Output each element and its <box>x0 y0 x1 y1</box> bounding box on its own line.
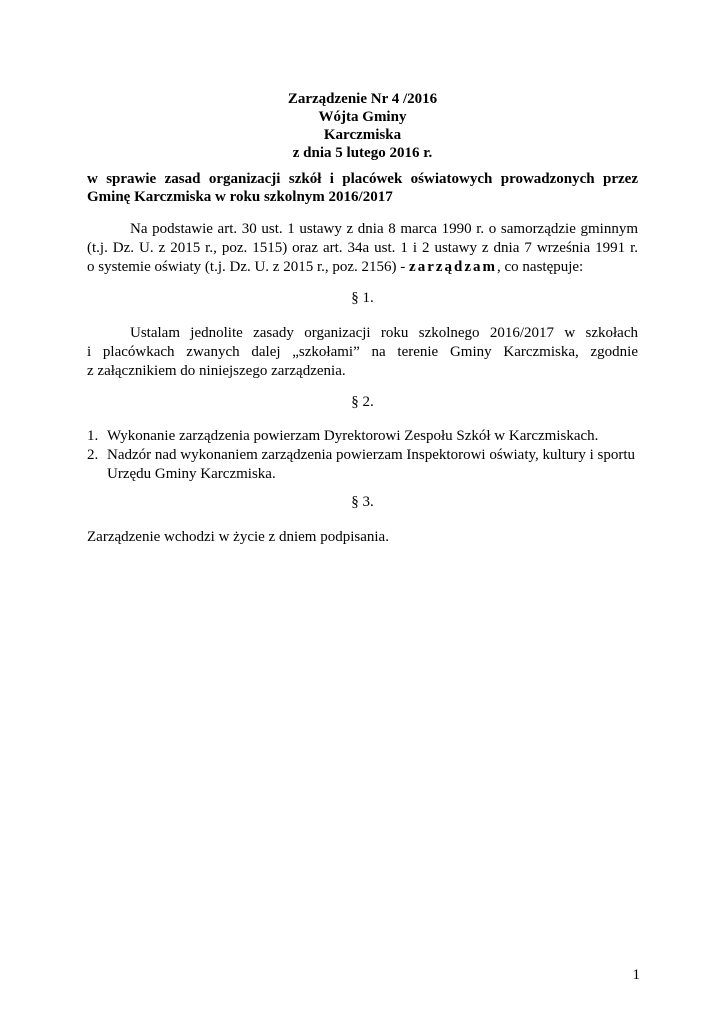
legal-basis-line-1: Na podstawie art. 30 ust. 1 ustawy z dnia 8 marca 1990 r. o samorządzie gminnym <box>130 221 638 237</box>
section-heading-2: § 2. <box>351 394 374 410</box>
list-item-text-continued: Urzędu Gminy Karczmiska. <box>107 466 276 482</box>
legal-basis-line-3 <box>87 258 638 277</box>
decree-word: zarządzam <box>409 259 497 275</box>
section-heading-1: § 1. <box>351 290 374 306</box>
list-item <box>87 446 638 484</box>
ordinance-number: Zarządzenie Nr 4 /2016 <box>287 91 438 107</box>
subject-line-1: w sprawie zasad organizacji szkół i placówek oświatowych prowadzonych przez <box>87 171 638 187</box>
legal-basis-paragraph <box>87 220 638 277</box>
legal-basis-line-2: (t.j. Dz. U. z 2015 r., poz. 1515) oraz art. 34a ust. 1 i 2 ustawy z dnia 7 września 1991 r. <box>87 240 638 256</box>
page-number: 1 <box>632 967 640 983</box>
list-item-number: 1. <box>87 428 99 444</box>
issuer-title: Wójta Gminy <box>318 109 407 125</box>
document-header <box>0 90 725 162</box>
effective-date-statement: Zarządzenie wchodzi w życie z dniem podpisania. <box>87 529 389 545</box>
ordinance-date: z dnia 5 lutego 2016 r. <box>292 145 433 161</box>
section-2-list <box>87 427 638 484</box>
ordinance-subject <box>87 170 638 206</box>
section-1-line-3: z załącznikiem do niniejszego zarządzenia. <box>87 363 346 379</box>
section-1-paragraph <box>87 324 638 381</box>
issuer-municipality: Karczmiska <box>323 127 402 143</box>
section-1-line-1: Ustalam jednolite zasady organizacji roku szkolnego 2016/2017 w szkołach <box>130 325 638 341</box>
subject-line-2: Gminę Karczmiska w roku szkolnym 2016/2017 <box>87 189 393 205</box>
legal-basis-line-3-end: , co następuje: <box>497 259 584 275</box>
section-heading-3: § 3. <box>351 494 374 510</box>
list-item-text: Nadzór nad wykonaniem zarządzenia powierzam Inspektorowi oświaty, kultury i sportu <box>107 447 636 463</box>
section-1-line-2: i placówkach zwanych dalej „szkołami” na terenie Gminy Karczmiska, zgodnie <box>87 344 638 360</box>
legal-basis-line-3-text: o systemie oświaty (t.j. Dz. U. z 2015 r., poz. 2156) - <box>87 259 410 275</box>
list-item <box>87 427 638 446</box>
list-item-text: Wykonanie zarządzenia powierzam Dyrektorowi Zespołu Szkół w Karczmiskach. <box>107 428 599 444</box>
list-item-number: 2. <box>87 447 99 463</box>
